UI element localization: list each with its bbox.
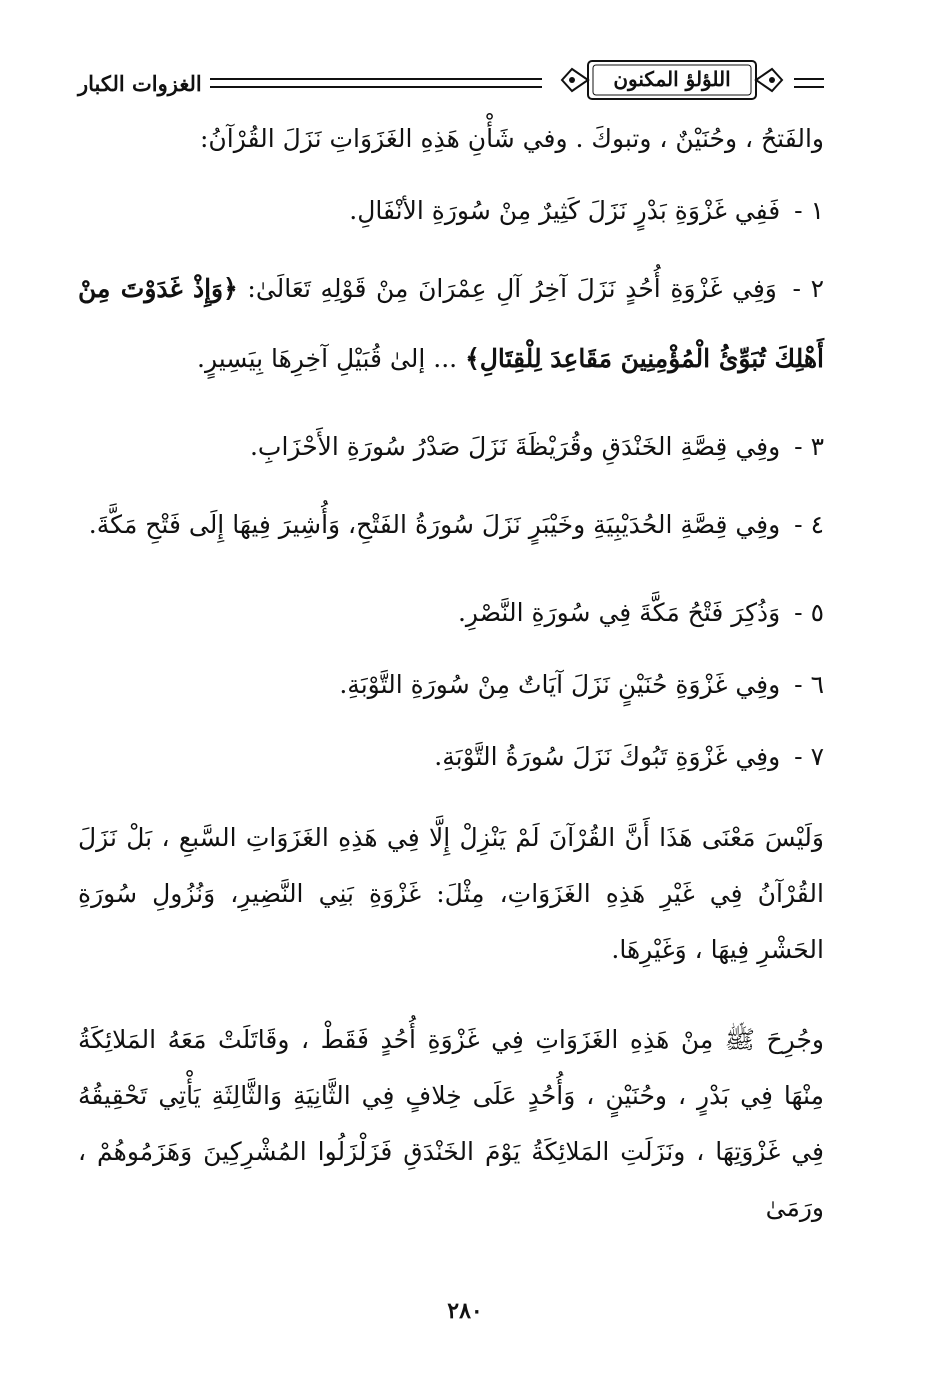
book-title-cartouche [558,55,786,105]
page-content [78,120,824,1270]
item-text: فَفِي غَزْوَةِ بَدْرٍ نَزَلَ كَثِيرٌ مِنْ سُورَةِ الأنْفَالِ. [349,196,781,225]
item-number: ٣ - [794,432,824,461]
section-title: الغزوات الكبار [78,71,202,96]
list-item-3 [78,428,824,466]
item-number: ٦ - [794,670,824,699]
item-text: وَذُكِرَ فَتْحُ مَكَّةَ فِي سُورَةِ النَّصْرِ. [457,598,781,627]
running-header [78,55,824,107]
item-text: وفِي قِصَّةِ الحُدَيْبِيَةِ وخَيْبَرٍ نَزَلَ سُورَةُ الفَتْحِ، وَأُشِيرَ فِيهَا إِلَى فَتْحِ مَكَّةَ. [88,510,781,539]
list-item-1 [78,192,824,230]
header-rule-left [210,78,542,88]
item-number: ٢ - [792,274,825,303]
paragraph-3: وجُرِحَ ﷺ مِنْ هَذِهِ الغَزَوَاتِ فِي غَزْوَةِ أُحُدٍ فَقَطْ ، وقَاتَلَتْ مَعَهُ المَلائِكَةُ مِنْهَا فِي بَدْرٍ ، وحُنَيْنٍ ، وَأُحُدٍ عَلَى خِلافٍ فِي الثَّانِيَةِ وَالثَّالِثَةِ يَأْتِي تَحْقِيقُهُ فِي غَزْوَتِهَا ، ونَزَلَتِ المَلائِكَةُ يَوْمَ الخَنْدَقِ فَزَلْزَلُوا المُشْرِكِينَ وَهَزَمُوهُمْ ، ورَمَىٰ [78,1025,824,1222]
quran-verse: ﴿وَإِذْ غَدَوْتَ مِنْ أَهْلِكَ تُبَوِّئُ الْمُؤْمِنِينَ مَقَاعِدَ لِلْقِتَالِ﴾ [78,274,824,373]
header-rule-right [794,78,824,88]
list-item-6 [78,666,824,704]
item-text: وفِي قِصَّةِ الخَنْدَقِ وقُرَيْظَةَ نَزَلَ صَدْرُ سُورَةِ الأَحْزَابِ. [249,432,781,461]
list-item-5 [78,594,824,632]
item-text: وفِي غَزْوَةِ تَبُوكَ نَزَلَ سُورَةُ التَّوْبَةِ. [434,742,781,771]
paragraph-2: وَلَيْسَ مَعْنَى هَذَا أَنَّ القُرْآنَ لَمْ يَنْزِلْ إِلَّا فِي هَذِهِ الغَزَوَاتِ السَّبعِ ، بَلْ نَزَلَ القُرْآنُ فِي غَيْرِ هَذِهِ الغَزَوَاتِ، مِثْلَ: غَزْوَةِ بَنِي النَّضِيرِ، وَنُزُولِ سُورَةِ الحَشْرِ فِيهَا ، وَغَيْرِهَا. [78,823,824,964]
intro-paragraph: والفَتحُ ، وحُنَيْنٌ ، وتبوكَ . وفي شَأْنِ هَذِهِ الغَزَوَاتِ نَزَلَ القُرْآنُ: [199,124,824,153]
item-number: ٤ - [794,510,824,539]
item-text: وَفِي غَزْوَةِ أُحُدٍ نَزَلَ آخِرُ آلِ عِمْرَانَ مِنْ قَوْلِهِ تَعَالَىٰ: [237,274,777,303]
item-text-after: ... إلىٰ قُبَيْلِ آخِرِهَا بِيَسِيرٍ. [197,344,458,373]
item-number: ١ - [794,196,824,225]
item-number: ٥ - [794,598,824,627]
page-number: ٢٨٠ [447,1298,483,1324]
list-item-2 [78,254,824,394]
item-number: ٧ - [794,742,824,771]
item-text: وفِي غَزْوَةِ حُنَيْنٍ نَزَلَ آيَاتٌ مِنْ سُورَةِ التَّوْبَةِ. [339,670,781,699]
book-title: اللؤلؤ المكنون [613,67,731,91]
list-item-7 [78,738,824,776]
list-item-4 [78,490,824,560]
